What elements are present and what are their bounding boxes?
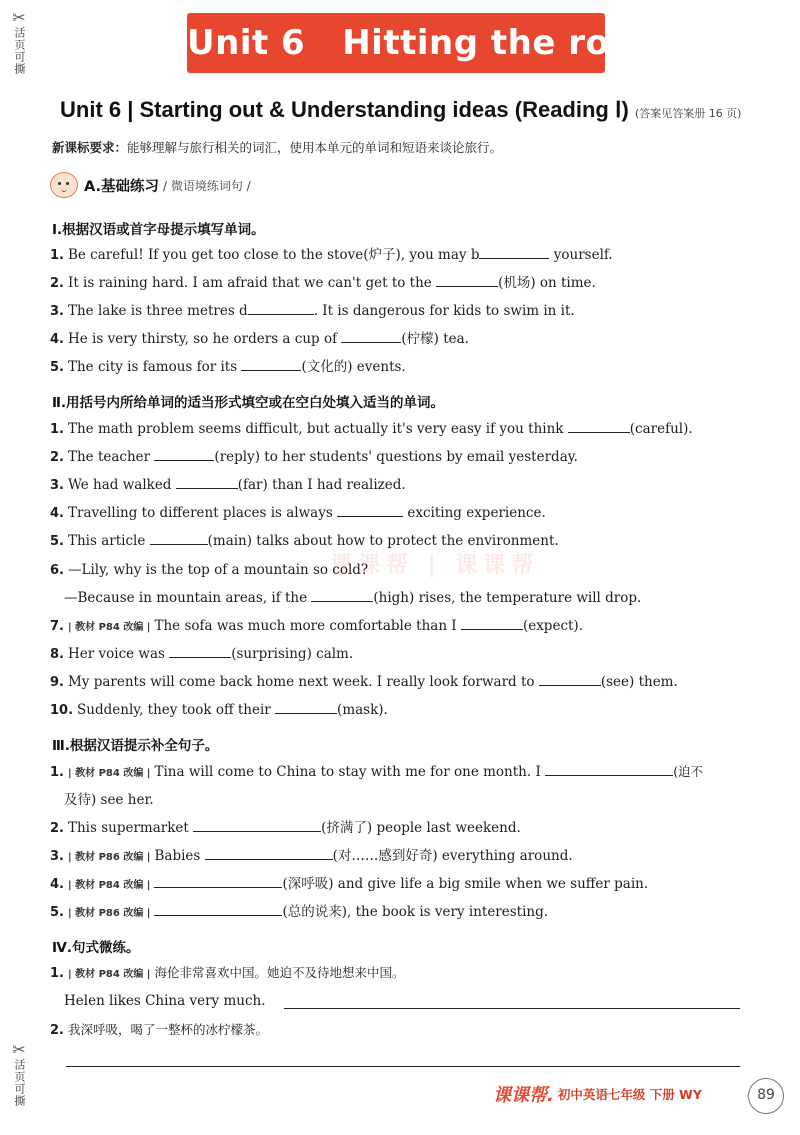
part2-item-6-answer-line xyxy=(64,588,641,608)
answer-blank[interactable] xyxy=(337,503,403,517)
item-text: (main) talks about how to protect the environment. xyxy=(207,533,559,549)
item-number: 5. xyxy=(50,360,64,375)
item-text: . It is dangerous for kids to swim in it. xyxy=(313,303,575,319)
answer-note: (答案见答案册 16 页) xyxy=(634,107,742,120)
section-a-label: A.基础练习 xyxy=(84,178,159,195)
part2-item-9 xyxy=(50,672,760,693)
item-text: The city is famous for its xyxy=(67,359,242,375)
item-number: 4. xyxy=(50,877,64,892)
item-number: 1. xyxy=(50,966,64,981)
part1-title: Ⅰ.根据汉语或首字母提示填写单词。 xyxy=(52,222,265,238)
item-text: The sofa was much more comfortable than I xyxy=(154,618,461,634)
section-a-sub: / 微语境练词句 / xyxy=(163,178,251,193)
part2-item-3 xyxy=(50,475,760,496)
textbook-tag: | 教材 P86 改编 | xyxy=(67,908,151,919)
textbook-tag: | 教材 P84 改编 | xyxy=(67,622,151,633)
part3-item-2 xyxy=(50,818,760,839)
item-number: 4. xyxy=(50,506,64,521)
item-text: —Because in mountain areas, if the xyxy=(64,590,312,606)
item-text: (深呼吸) and give life a big smile when we suffer pain. xyxy=(282,876,649,892)
item-number: 5. xyxy=(50,905,64,920)
scissors-icon: ✂ xyxy=(12,1040,26,1059)
tear-off-tab-top xyxy=(4,8,34,78)
series-name: 初中英语七年级 下册 WY xyxy=(557,1087,702,1102)
item-text: Be careful! If you get too close to the stove(炉子), you may b xyxy=(67,247,480,263)
answer-blank[interactable] xyxy=(150,531,208,545)
requirement-label: 新课标要求： xyxy=(52,140,128,155)
item-number: 4. xyxy=(50,332,64,347)
tear-off-label: 活页可撕 xyxy=(13,27,26,75)
item-text: The teacher xyxy=(67,449,155,465)
item-text: (挤满了) people last weekend. xyxy=(321,820,521,836)
part2-item-5 xyxy=(50,531,760,552)
part3-item-5 xyxy=(50,902,760,924)
item-number: 3. xyxy=(50,849,64,864)
item-text: (文化的) events. xyxy=(301,359,406,375)
item-number: 1. xyxy=(50,248,64,263)
textbook-tag: | 教材 P84 改编 | xyxy=(67,768,151,779)
part3-item-1 xyxy=(50,762,760,784)
part1-item-3 xyxy=(50,301,760,322)
item-text: (reply) to her students' questions by email yesterday. xyxy=(214,449,578,465)
scissors-icon: ✂ xyxy=(12,8,26,27)
part2-item-1 xyxy=(50,419,760,440)
answer-line[interactable] xyxy=(66,1066,740,1067)
item-text: The math problem seems difficult, but actually it's very easy if you think xyxy=(67,421,568,437)
item-text: This article xyxy=(67,533,150,549)
item-text: Babies xyxy=(154,848,205,864)
answer-blank[interactable] xyxy=(193,818,321,832)
item-text: We had walked xyxy=(67,477,176,493)
answer-blank[interactable] xyxy=(275,700,337,714)
part3-item-4 xyxy=(50,874,760,896)
item-text: He is very thirsty, so he orders a cup of xyxy=(67,331,342,347)
textbook-tag: | 教材 P84 改编 | xyxy=(67,880,151,891)
part3-title: Ⅲ.根据汉语提示补全句子。 xyxy=(52,738,219,754)
footer xyxy=(493,1081,702,1107)
item-text: (careful). xyxy=(629,421,693,437)
item-text: 及待) see her. xyxy=(64,792,154,808)
item-text: (总的说来), the book is very interesting. xyxy=(282,904,549,920)
item-number: 3. xyxy=(50,304,64,319)
item-number: 3. xyxy=(50,478,64,493)
curriculum-requirement xyxy=(52,138,502,156)
item-text: Helen likes China very much. xyxy=(64,993,266,1009)
item-number: 5. xyxy=(50,534,64,549)
item-text: (迫不 xyxy=(673,764,703,779)
item-text: —Lily, why is the top of a mountain so cold? xyxy=(67,562,369,578)
answer-blank[interactable] xyxy=(539,672,601,686)
part3-item-1-continued xyxy=(64,790,154,810)
part3-item-3 xyxy=(50,846,760,868)
answer-blank[interactable] xyxy=(169,644,231,658)
tear-off-tab-bottom xyxy=(4,1040,34,1110)
item-number: 1. xyxy=(50,422,64,437)
part4-title: Ⅳ.句式微练。 xyxy=(52,940,140,956)
part4-item-1 xyxy=(50,963,760,985)
item-number: 2. xyxy=(50,1023,64,1038)
answer-blank[interactable] xyxy=(241,357,301,371)
part2-title: Ⅱ.用括号内所给单词的适当形式填空或在空白处填入适当的单词。 xyxy=(52,395,445,411)
answer-blank[interactable] xyxy=(154,447,214,461)
part2-item-10 xyxy=(50,700,760,721)
part1-item-4 xyxy=(50,329,760,350)
item-text: exciting experience. xyxy=(403,505,546,521)
item-text: Tina will come to China to stay with me for one month. I xyxy=(154,764,546,780)
item-number: 1. xyxy=(50,765,64,780)
watermark: 课课帮 | 课课帮 xyxy=(330,553,540,578)
part2-item-7 xyxy=(50,616,760,638)
answer-blank[interactable] xyxy=(154,874,282,888)
section-a-header xyxy=(50,172,251,198)
item-text: My parents will come back home next week. I really look forward to xyxy=(67,674,539,690)
answer-blank[interactable] xyxy=(205,846,333,860)
item-number: 2. xyxy=(50,276,64,291)
answer-blank[interactable] xyxy=(461,616,523,630)
tear-off-label: 活页可撕 xyxy=(13,1059,26,1107)
item-text: (mask). xyxy=(337,702,388,718)
item-text: (对……感到好奇) everything around. xyxy=(332,848,573,864)
item-text: (surprising) calm. xyxy=(231,646,354,662)
item-number: 10. xyxy=(50,703,74,718)
page-number: 89 xyxy=(748,1078,784,1114)
item-text: Her voice was xyxy=(67,646,170,662)
item-text: The lake is three metres d xyxy=(67,303,248,319)
part4-item-1-answer-lead xyxy=(64,991,266,1011)
lesson-title xyxy=(60,97,750,123)
answer-blank[interactable] xyxy=(341,329,401,343)
item-text: (expect). xyxy=(522,618,583,634)
textbook-tag: | 教材 P84 改编 | xyxy=(67,969,151,980)
answer-blank[interactable] xyxy=(545,762,673,776)
item-text: yourself. xyxy=(549,247,613,263)
brand-logo: 课课帮. xyxy=(493,1085,554,1106)
part2-item-2 xyxy=(50,447,760,468)
part2-item-8 xyxy=(50,644,760,665)
answer-blank[interactable] xyxy=(248,301,314,315)
answer-blank[interactable] xyxy=(311,588,373,602)
item-text: (see) them. xyxy=(600,674,678,690)
answer-blank[interactable] xyxy=(436,273,498,287)
item-text: It is raining hard. I am afraid that we can't get to the xyxy=(67,275,437,291)
part2-item-6 xyxy=(50,560,760,581)
item-number: 8. xyxy=(50,647,64,662)
item-text: (机场) on time. xyxy=(498,275,596,291)
part1-item-5 xyxy=(50,357,760,378)
item-number: 9. xyxy=(50,675,64,690)
item-text: (high) rises, the temperature will drop. xyxy=(373,590,642,606)
item-number: 2. xyxy=(50,450,64,465)
answer-blank[interactable] xyxy=(154,902,282,916)
item-text: 我深呼吸，喝了一整杯的冰柠檬茶。 xyxy=(67,1022,268,1037)
lesson-title-text: Unit 6 | Starting out & Understanding ideas (Reading Ⅰ) xyxy=(60,97,629,122)
answer-blank[interactable] xyxy=(568,419,630,433)
answer-blank[interactable] xyxy=(176,475,238,489)
item-number: 6. xyxy=(50,563,64,578)
part2-item-4 xyxy=(50,503,760,524)
answer-blank[interactable] xyxy=(479,245,549,259)
answer-line[interactable] xyxy=(284,1008,740,1009)
mascot-face-icon xyxy=(50,172,78,198)
part1-item-1 xyxy=(50,245,760,266)
item-text: This supermarket xyxy=(67,820,194,836)
requirement-text: 能够理解与旅行相关的词汇，使用本单元的单词和短语来谈论旅行。 xyxy=(127,140,503,155)
item-text: 海伦非常喜欢中国。她迫不及待地想来中国。 xyxy=(154,965,405,980)
unit-banner: Unit 6 Hitting the road xyxy=(187,13,605,73)
item-number: 7. xyxy=(50,619,64,634)
item-text: Suddenly, they took off their xyxy=(77,702,276,718)
item-number: 2. xyxy=(50,821,64,836)
textbook-tag: | 教材 P86 改编 | xyxy=(67,852,151,863)
part1-item-2 xyxy=(50,273,760,294)
item-text: Travelling to different places is always xyxy=(67,505,338,521)
item-text: (柠檬) tea. xyxy=(401,331,469,347)
item-text: (far) than I had realized. xyxy=(237,477,406,493)
part4-item-2 xyxy=(50,1020,760,1041)
